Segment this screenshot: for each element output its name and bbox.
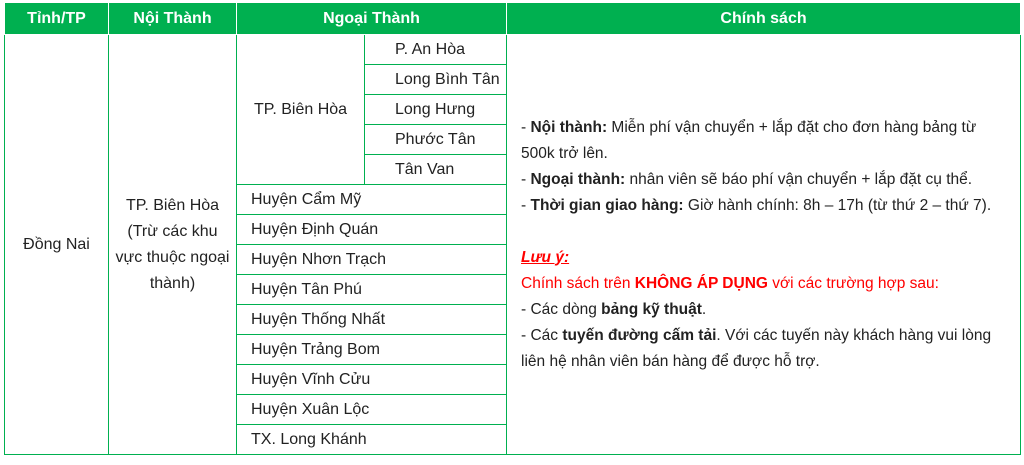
policy-cell bbox=[507, 35, 1021, 455]
ward-item: Long Bình Tân bbox=[365, 65, 507, 95]
district-item: Huyện Tân Phú bbox=[237, 275, 507, 305]
ngoai-thanh-city: TP. Biên Hòa bbox=[237, 35, 365, 185]
district-item: Huyện Vĩnh Cửu bbox=[237, 365, 507, 395]
noi-thanh-line: thành) bbox=[149, 274, 196, 292]
note-text: Chính sách trên KHÔNG ÁP DỤNG với các trường hợp sau: bbox=[521, 274, 939, 292]
shipping-policy-table bbox=[4, 2, 1021, 455]
district-item: Huyện Định Quán bbox=[237, 215, 507, 245]
header-noi-thanh: Nội Thành bbox=[109, 3, 237, 35]
ward-item: Long Hưng bbox=[365, 95, 507, 125]
policy-line-noi-thanh: - Nội thành: Miễn phí vận chuyển + lắp đặt cho đơn hàng bảng từ 500k trở lên. bbox=[521, 118, 977, 162]
policy-label: Thời gian giao hàng: bbox=[530, 196, 684, 214]
ward-item: P. An Hòa bbox=[365, 35, 507, 65]
policy-label: Nội thành: bbox=[530, 118, 608, 136]
district-item: TX. Long Khánh bbox=[237, 425, 507, 455]
ward-item: Tân Van bbox=[365, 155, 507, 185]
header-ngoai-thanh: Ngoại Thành bbox=[237, 3, 507, 35]
note-label: Lưu ý: bbox=[521, 248, 570, 266]
noi-thanh-line: vực thuộc ngoại bbox=[115, 248, 230, 266]
ward-item: Phước Tân bbox=[365, 125, 507, 155]
header-chinh-sach: Chính sách bbox=[507, 3, 1021, 35]
district-item: Huyện Nhơn Trạch bbox=[237, 245, 507, 275]
policy-spacer bbox=[521, 219, 1008, 245]
noi-thanh-line: TP. Biên Hòa bbox=[125, 196, 220, 214]
district-item: Huyện Cẩm Mỹ bbox=[237, 185, 507, 215]
header-row bbox=[5, 3, 1021, 35]
district-item: Huyện Xuân Lộc bbox=[237, 395, 507, 425]
exception-item: - Các tuyến đường cấm tải. Với các tuyến này khách hàng vui lòng liên hệ nhân viên bán hàng để được hỗ trợ. bbox=[521, 326, 992, 370]
district-item: Huyện Thống Nhất bbox=[237, 305, 507, 335]
province-cell: Đồng Nai bbox=[5, 35, 109, 455]
policy-line-delivery-time: - Thời gian giao hàng: Giờ hành chính: 8h – 17h (từ thứ 2 – thứ 7). bbox=[521, 196, 992, 214]
policy-label: Ngoại thành: bbox=[530, 170, 626, 188]
header-tinh: Tỉnh/TP bbox=[5, 3, 109, 35]
district-item: Huyện Trảng Bom bbox=[237, 335, 507, 365]
exception-item: - Các dòng bảng kỹ thuật. bbox=[521, 300, 707, 318]
shipping-policy-table-wrapper bbox=[4, 2, 1020, 460]
noi-thanh-line: (Trừ các khu bbox=[127, 222, 218, 240]
policy-line-ngoai-thanh: - Ngoại thành: nhân viên sẽ báo phí vận chuyển + lắp đặt cụ thể. bbox=[521, 170, 973, 188]
table-row bbox=[5, 35, 1021, 65]
noi-thanh-cell bbox=[109, 35, 237, 455]
